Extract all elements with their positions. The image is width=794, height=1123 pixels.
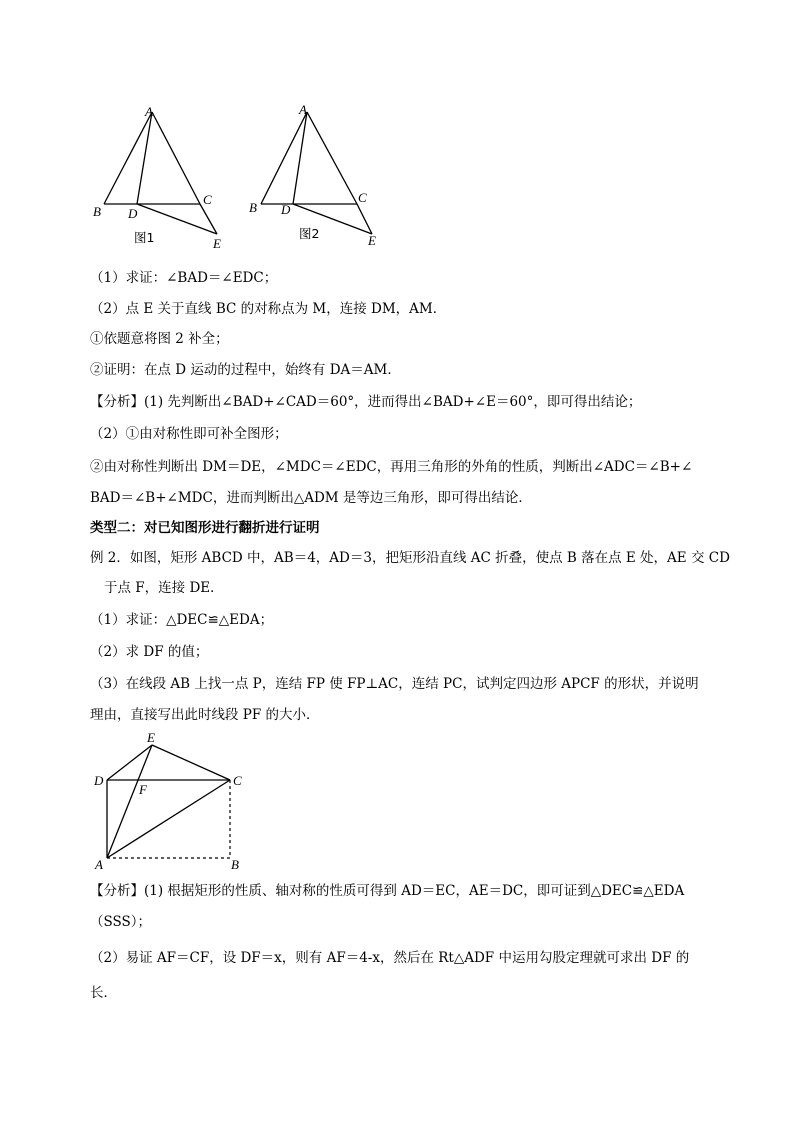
fig3-label-f: F (139, 782, 147, 797)
fig3-label-e: E (147, 730, 155, 745)
question-line-2: （2）求 DF 的值； (90, 644, 209, 660)
section-heading: 类型二：对已知图形进行翻折进行证明 (90, 520, 320, 536)
analysis2-line-3: （2）易证 AF＝CF，设 DF＝x，则有 AF＝4-x，然后在 Rt△ADF 中运用勾股定理就可求出 DF 的 (90, 950, 690, 966)
fig2-caption: 图2 (299, 226, 320, 241)
fig1-label-e: E (213, 236, 221, 250)
figure-1 (90, 100, 240, 250)
fig3-label-a: A (95, 857, 103, 872)
fig2-label-b: B (249, 200, 257, 215)
analysis-line-1: 【分析】(1) 先判断出∠BAD+∠CAD＝60°，进而得出∠BAD+∠E＝60°，即可得出结论； (90, 394, 642, 410)
analysis-line-4: BAD＝∠B+∠MDC，进而判断出△ADM 是等边三角形，即可得出结论． (90, 490, 532, 506)
fig2-label-d: D (281, 202, 291, 217)
fig3-label-c: C (233, 773, 242, 788)
fig3-label-b: B (231, 857, 239, 872)
question-line-3: （3）在线段 AB 上找一点 P，连结 FP 使 FP⊥AC，连结 PC，试判定四边形 APCF 的形状，并说明 (90, 676, 699, 692)
text-line-1: （1）求证：∠BAD＝∠EDC； (90, 270, 278, 286)
text-line-4: ②证明：在点 D 运动的过程中，始终有 DA＝AM． (90, 362, 401, 378)
figure-3 (90, 730, 260, 875)
fig2-label-a: A (299, 102, 307, 117)
analysis-line-3: ②由对称性判断出 DM＝DE，∠MDC＝∠EDC，再用三角形的外角的性质，判断出∠ADC＝∠B+∠ (90, 459, 693, 475)
fig2-label-e: E (368, 233, 376, 248)
example-line-2: 于点 F，连接 DE． (104, 580, 224, 596)
example-line-1: 例 2．如图，矩形 ABCD 中，AB＝4，AD＝3，把矩形沿直线 AC 折叠，使点 B 落在点 E 处，AE 交 CD (90, 550, 730, 566)
question-line-1: （1）求证：△DEC≌△EDA； (90, 612, 274, 628)
analysis2-line-2: （SSS）； (90, 914, 152, 930)
text-line-3: ①依题意将图 2 补全； (90, 331, 229, 347)
figure-2 (245, 98, 395, 248)
text-line-2: （2）点 E 关于直线 BC 的对称点为 M，连接 DM，AM． (90, 301, 447, 317)
question-line-4: 理由，直接写出此时线段 PF 的大小． (90, 707, 320, 723)
fig1-label-b: B (93, 204, 101, 219)
analysis2-line-4: 长． (90, 985, 117, 1001)
analysis2-line-1: 【分析】(1) 根据矩形的性质、轴对称的性质可得到 AD＝EC，AE＝DC，即可证到△DEC≌△EDA (90, 883, 685, 899)
fig1-label-c: C (203, 192, 212, 207)
fig1-label-d: D (128, 206, 138, 221)
fig2-label-c: C (358, 190, 367, 205)
fig3-label-d: D (94, 773, 104, 788)
analysis-line-2: （2）①由对称性即可补全图形； (90, 426, 288, 442)
fig1-caption: 图1 (134, 230, 155, 245)
fig1-label-a: A (145, 104, 153, 119)
